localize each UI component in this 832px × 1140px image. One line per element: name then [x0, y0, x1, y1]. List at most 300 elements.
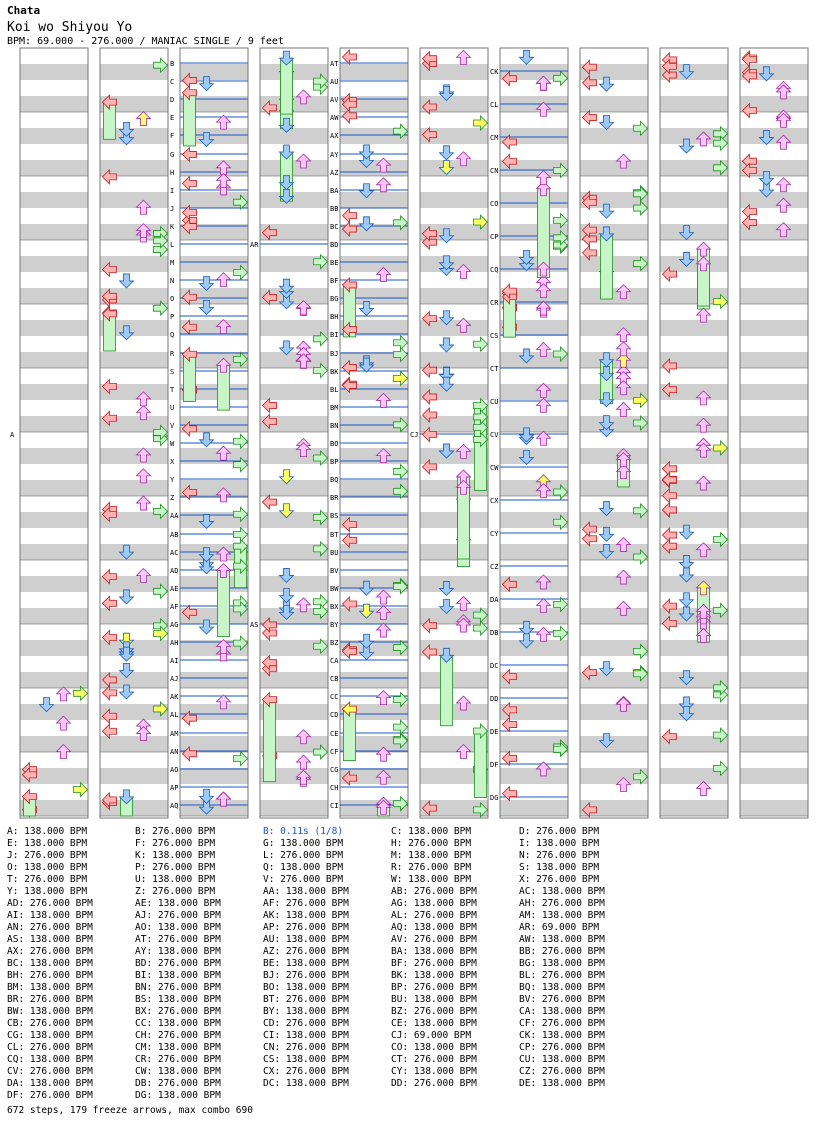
bpm-entry: AL: 276.000 BPM	[391, 910, 477, 921]
bpm-entry: CR: 276.000 BPM	[135, 1054, 221, 1065]
bpm-entry: P: 276.000 BPM	[135, 862, 216, 873]
beat-band	[261, 160, 328, 176]
bpm-entry: T: 276.000 BPM	[7, 874, 88, 885]
bpm-entry: M: 138.000 BPM	[391, 850, 472, 861]
beat-band	[741, 672, 808, 688]
beat-band	[581, 320, 648, 336]
bpm-entry: BU: 138.000 BPM	[391, 994, 477, 1005]
bpm-entry: CM: 138.000 BPM	[135, 1042, 221, 1053]
beat-band	[21, 416, 88, 432]
freeze-arrow-body	[264, 700, 276, 782]
bpm-entry: A: 138.000 BPM	[7, 826, 88, 837]
bpm-marker-label: CJ	[410, 431, 419, 439]
bpm-marker-label: X	[170, 458, 175, 466]
beat-band	[21, 160, 88, 176]
bpm-entry: W: 138.000 BPM	[391, 874, 472, 885]
bpm-marker-label: AJ	[170, 675, 179, 683]
bpm-marker-label: D	[170, 96, 175, 104]
bpm-marker-label: W	[170, 440, 175, 448]
beat-band	[341, 160, 408, 176]
bpm-marker-label: BB	[330, 205, 339, 213]
bpm-marker-label: AI	[170, 657, 179, 665]
bpm-entry: CB: 276.000 BPM	[7, 1018, 93, 1029]
bpm-marker-label: BV	[330, 567, 339, 575]
bpm-entry: DG: 138.000 BPM	[135, 1090, 221, 1101]
bpm-entry: BD: 276.000 BPM	[135, 958, 221, 969]
bpm-entry: AP: 276.000 BPM	[263, 922, 349, 933]
bpm-entry: AZ: 276.000 BPM	[263, 946, 349, 957]
bpm-entry: J: 276.000 BPM	[7, 850, 88, 861]
beat-band	[741, 128, 808, 144]
bpm-marker-label: AG	[170, 621, 179, 629]
bpm-entry: Y: 138.000 BPM	[7, 886, 88, 897]
bpm-entry: L: 276.000 BPM	[263, 850, 344, 861]
bpm-row	[7, 1078, 647, 1090]
chart-column-3	[170, 48, 248, 820]
bpm-entry: E: 138.000 BPM	[7, 838, 88, 849]
bpm-marker-label: AX	[330, 132, 339, 140]
beat-band	[21, 384, 88, 400]
bpm-marker-label: DF	[490, 761, 499, 769]
bpm-marker-label: C	[170, 78, 175, 86]
bpm-entry: DC: 138.000 BPM	[263, 1078, 349, 1089]
chart-column-8	[580, 48, 648, 820]
bpm-entry: Z: 276.000 BPM	[135, 886, 216, 897]
bpm-entry: C: 138.000 BPM	[391, 826, 472, 837]
beat-band	[741, 288, 808, 304]
bpm-entry: X: 276.000 BPM	[519, 874, 600, 885]
bpm-marker-label: T	[170, 386, 175, 394]
bpm-marker-label: A	[10, 431, 15, 439]
bpm-row	[7, 946, 647, 958]
bpm-marker-label: L	[170, 241, 175, 249]
freeze-arrow-body	[441, 655, 453, 725]
bpm-entry: S: 138.000 BPM	[519, 862, 600, 873]
bpm-entry: V: 276.000 BPM	[263, 874, 344, 885]
bpm-marker-label: AP	[170, 784, 179, 792]
beat-band	[661, 224, 728, 240]
beat-band	[741, 704, 808, 720]
bpm-entry: AV: 276.000 BPM	[391, 934, 477, 945]
beat-band	[741, 608, 808, 624]
bpm-entry: AO: 138.000 BPM	[135, 922, 221, 933]
bpm-marker-label: AE	[170, 585, 179, 593]
bpm-entry: BJ: 276.000 BPM	[263, 970, 349, 981]
bpm-marker-label: AM	[170, 730, 179, 738]
beat-band	[501, 256, 568, 272]
bpm-row	[7, 970, 647, 982]
beat-band	[101, 192, 168, 208]
bpm-marker-label: O	[170, 295, 175, 303]
bpm-entry: AG: 138.000 BPM	[391, 898, 477, 909]
beat-band	[341, 608, 408, 624]
beat-band	[661, 256, 728, 272]
chart-column-10	[740, 48, 808, 820]
bpm-entry: AW: 138.000 BPM	[519, 934, 605, 945]
bpm-entry: BW: 138.000 BPM	[7, 1006, 93, 1017]
bpm-marker-label: Q	[170, 331, 175, 339]
bpm-marker-label: AR	[250, 241, 259, 249]
bpm-entry: AN: 276.000 BPM	[7, 922, 93, 933]
beat-band	[661, 192, 728, 208]
bpm-marker-label: V	[170, 422, 175, 430]
beat-band	[741, 352, 808, 368]
bpm-marker-label: CR	[490, 299, 499, 307]
bpm-entry: DA: 138.000 BPM	[7, 1078, 93, 1089]
bpm-entry: B: 276.000 BPM	[135, 826, 216, 837]
bpm-entry: G: 138.000 BPM	[263, 838, 344, 849]
beat-band	[21, 320, 88, 336]
chart-column-1	[10, 48, 88, 820]
bpm-marker-label: BK	[330, 368, 339, 376]
beat-band	[341, 672, 408, 688]
beat-band	[661, 512, 728, 528]
beat-band	[21, 288, 88, 304]
bpm-marker-label: AN	[170, 748, 179, 756]
freeze-arrow-body	[458, 487, 470, 559]
beat-band	[501, 384, 568, 400]
bpm-entry: U: 138.000 BPM	[135, 874, 216, 885]
chart-column-6	[410, 48, 488, 820]
bpm-entry: CN: 276.000 BPM	[263, 1042, 349, 1053]
bpm-entry: O: 138.000 BPM	[7, 862, 88, 873]
bpm-marker-label: N	[170, 277, 175, 285]
beat-band	[21, 96, 88, 112]
bpm-marker-label: AA	[170, 512, 179, 520]
beat-band	[421, 576, 488, 592]
bpm-entry: AJ: 276.000 BPM	[135, 910, 221, 921]
beat-band	[501, 768, 568, 784]
beat-band	[421, 160, 488, 176]
bpm-marker-label: AC	[170, 549, 179, 557]
freeze-arrow-body	[281, 58, 293, 114]
bpm-change-table	[7, 826, 647, 1102]
bpm-marker-label: CW	[490, 464, 499, 472]
bpm-marker-label: CG	[330, 766, 339, 774]
bpm-marker-label: BS	[330, 512, 339, 520]
bpm-marker-label: AU	[330, 78, 339, 86]
bpm-marker-label: DB	[490, 629, 499, 637]
beat-band	[501, 608, 568, 624]
bpm-marker-label: BI	[330, 331, 339, 339]
beat-band	[661, 320, 728, 336]
beat-band	[581, 736, 648, 752]
bpm-entry: DD: 276.000 BPM	[391, 1078, 477, 1089]
bpm-marker-label: U	[170, 404, 175, 412]
beat-band	[581, 160, 648, 176]
bpm-marker-label: BD	[330, 241, 339, 249]
bpm-entry: CU: 138.000 BPM	[519, 1054, 605, 1065]
bpm-entry: BP: 276.000 BPM	[391, 982, 477, 993]
bpm-marker-label: BM	[330, 404, 339, 412]
bpm-entry: BG: 138.000 BPM	[519, 958, 605, 969]
bpm-marker-label: CO	[490, 200, 499, 208]
bpm-marker-label: CX	[490, 497, 499, 505]
beat-band	[741, 256, 808, 272]
bpm-entry: B: 0.11s (1/8)	[263, 826, 344, 837]
bpm-marker-label: BY	[330, 621, 339, 629]
beat-band	[21, 256, 88, 272]
bpm-marker-label: BE	[330, 259, 339, 267]
beat-band	[341, 448, 408, 464]
bpm-entry: CH: 276.000 BPM	[135, 1030, 221, 1041]
bpm-entry: BE: 138.000 BPM	[263, 958, 349, 969]
bpm-row	[7, 898, 647, 910]
bpm-marker-label: BQ	[330, 476, 339, 484]
bpm-marker-label: CV	[490, 431, 499, 439]
beat-band	[501, 416, 568, 432]
beat-band	[421, 256, 488, 272]
bpm-entry: CD: 276.000 BPM	[263, 1018, 349, 1029]
beat-band	[21, 448, 88, 464]
bpm-entry: R: 276.000 BPM	[391, 862, 472, 873]
beat-band	[741, 480, 808, 496]
bpm-entry: BY: 138.000 BPM	[263, 1006, 349, 1017]
beat-band	[741, 416, 808, 432]
bpm-row	[7, 934, 647, 946]
bpm-marker-label: AS	[250, 621, 259, 629]
beat-band	[21, 736, 88, 752]
bpm-marker-label: BF	[330, 277, 339, 285]
beat-band	[741, 736, 808, 752]
chart-column-2	[100, 48, 168, 820]
bpm-marker-label: BU	[330, 549, 339, 557]
bpm-marker-label: CT	[490, 365, 499, 373]
beat-band	[341, 192, 408, 208]
chart-column-4	[250, 48, 328, 820]
bpm-entry: CY: 138.000 BPM	[391, 1066, 477, 1077]
beat-band	[261, 192, 328, 208]
bpm-marker-label: DE	[490, 728, 499, 736]
bpm-entry: CV: 276.000 BPM	[7, 1066, 93, 1077]
beat-band	[501, 192, 568, 208]
beat-band	[21, 512, 88, 528]
bpm-marker-label: AF	[170, 603, 179, 611]
beat-band	[101, 480, 168, 496]
bpm-marker-label: CE	[330, 730, 339, 738]
beat-band	[581, 288, 648, 304]
bpm-row	[7, 994, 647, 1006]
bpm-marker-label: CF	[330, 748, 339, 756]
bpm-marker-label: CB	[330, 675, 339, 683]
bpm-entry: AD: 276.000 BPM	[7, 898, 93, 909]
beat-band	[21, 672, 88, 688]
bpm-marker-label: CS	[490, 332, 499, 340]
bpm-row	[7, 874, 647, 886]
bpm-marker-label: AH	[170, 639, 179, 647]
bpm-entry: CC: 138.000 BPM	[135, 1018, 221, 1029]
bpm-marker-label: BW	[330, 585, 339, 593]
bpm-entry: BL: 276.000 BPM	[519, 970, 605, 981]
bpm-marker-label: DC	[490, 662, 499, 670]
beat-band	[661, 96, 728, 112]
bpm-entry: AX: 276.000 BPM	[7, 946, 93, 957]
bpm-row	[7, 910, 647, 922]
bpm-marker-label: K	[170, 223, 175, 231]
beat-band	[261, 320, 328, 336]
bpm-entry: CF: 276.000 BPM	[519, 1018, 605, 1029]
chart-info: BPM: 69.000 - 276.000 / MANIAC SINGLE / 9 feet	[7, 36, 284, 47]
bpm-row	[7, 850, 647, 862]
bpm-marker-label: AW	[330, 114, 339, 122]
bpm-entry: AE: 138.000 BPM	[135, 898, 221, 909]
beat-band	[21, 640, 88, 656]
beat-band	[21, 224, 88, 240]
bpm-entry: CO: 138.000 BPM	[391, 1042, 477, 1053]
bpm-entry: AC: 138.000 BPM	[519, 886, 605, 897]
beat-band	[21, 544, 88, 560]
bpm-marker-label: CK	[490, 68, 499, 76]
bpm-marker-label: CA	[330, 657, 339, 665]
beat-band	[261, 672, 328, 688]
bpm-marker-label: I	[170, 187, 175, 195]
bpm-entry: BK: 138.000 BPM	[391, 970, 477, 981]
beat-band	[181, 672, 248, 688]
bpm-marker-label: S	[170, 368, 175, 376]
bpm-entry: BR: 276.000 BPM	[7, 994, 93, 1005]
beat-band	[21, 128, 88, 144]
bpm-entry: CJ: 69.000 BPM	[391, 1030, 472, 1041]
bpm-entry: N: 276.000 BPM	[519, 850, 600, 861]
beat-band	[501, 800, 568, 816]
beat-band	[101, 608, 168, 624]
beat-band	[101, 352, 168, 368]
beat-band	[261, 576, 328, 592]
bpm-marker-label: AY	[330, 151, 339, 159]
bpm-entry: BS: 138.000 BPM	[135, 994, 221, 1005]
beat-band	[661, 704, 728, 720]
bpm-marker-label: CQ	[490, 266, 499, 274]
bpm-marker-label: Y	[170, 476, 175, 484]
bpm-entry: AM: 138.000 BPM	[519, 910, 605, 921]
beat-band	[21, 352, 88, 368]
beat-band	[261, 480, 328, 496]
beat-band	[661, 416, 728, 432]
bpm-row	[7, 838, 647, 850]
beat-band	[261, 352, 328, 368]
bpm-row	[7, 1018, 647, 1030]
bpm-entry: BH: 276.000 BPM	[7, 970, 93, 981]
bpm-marker-label: B	[170, 60, 175, 68]
bpm-marker-label: BA	[330, 187, 339, 195]
beat-band	[581, 480, 648, 496]
bpm-marker-label: DD	[490, 695, 499, 703]
bpm-entry: BI: 138.000 BPM	[135, 970, 221, 981]
beat-band	[21, 608, 88, 624]
bpm-marker-label: BR	[330, 494, 339, 502]
bpm-row	[7, 826, 647, 838]
beat-band	[181, 800, 248, 816]
bpm-row	[7, 922, 647, 934]
chart-column-7	[490, 48, 568, 820]
bpm-marker-label: CY	[490, 530, 499, 538]
bpm-entry: AA: 138.000 BPM	[263, 886, 349, 897]
bpm-marker-label: BC	[330, 223, 339, 231]
bpm-entry: CW: 138.000 BPM	[135, 1066, 221, 1077]
beat-band	[101, 768, 168, 784]
bpm-marker-label: P	[170, 313, 175, 321]
bpm-entry: BA: 138.000 BPM	[391, 946, 477, 957]
bpm-marker-label: E	[170, 114, 175, 122]
freeze-arrow-body	[344, 709, 356, 761]
beat-band	[261, 64, 328, 80]
beat-band	[741, 640, 808, 656]
beat-band	[21, 576, 88, 592]
bpm-row	[7, 1054, 647, 1066]
bpm-marker-label: CU	[490, 398, 499, 406]
chart-title: Chata	[7, 4, 41, 17]
bpm-marker-label: BN	[330, 422, 339, 430]
bpm-entry: CG: 138.000 BPM	[7, 1030, 93, 1041]
beat-band	[741, 800, 808, 816]
bpm-marker-label: BG	[330, 295, 339, 303]
beat-band	[341, 64, 408, 80]
bpm-marker-label: BP	[330, 458, 339, 466]
beat-band	[741, 320, 808, 336]
bpm-entry: DE: 138.000 BPM	[519, 1078, 605, 1089]
beat-band	[581, 512, 648, 528]
bpm-marker-label: G	[170, 151, 175, 159]
bpm-marker-label: BT	[330, 531, 339, 539]
bpm-row	[7, 1090, 647, 1102]
freeze-arrow-body	[601, 234, 613, 299]
freeze-arrow-body	[184, 93, 196, 146]
bpm-marker-label: AL	[170, 711, 179, 719]
bpm-entry: BN: 276.000 BPM	[135, 982, 221, 993]
beat-band	[261, 800, 328, 816]
beat-band	[21, 192, 88, 208]
bpm-entry: CT: 276.000 BPM	[391, 1054, 477, 1065]
bpm-entry: CP: 276.000 BPM	[519, 1042, 605, 1053]
chart-column-9	[660, 48, 728, 820]
beat-band	[741, 544, 808, 560]
bpm-marker-label: BH	[330, 313, 339, 321]
beat-band	[581, 608, 648, 624]
beat-band	[421, 352, 488, 368]
bpm-entry: AI: 138.000 BPM	[7, 910, 93, 921]
beat-band	[341, 256, 408, 272]
bpm-row	[7, 886, 647, 898]
bpm-entry: Q: 138.000 BPM	[263, 862, 344, 873]
beat-band	[21, 704, 88, 720]
bpm-marker-label: Z	[170, 494, 175, 502]
beat-band	[581, 352, 648, 368]
beat-band	[421, 192, 488, 208]
freeze-arrow-body	[218, 571, 230, 637]
beat-band	[741, 768, 808, 784]
chart-column-5	[330, 48, 408, 820]
bpm-row	[7, 958, 647, 970]
bpm-entry: AF: 276.000 BPM	[263, 898, 349, 909]
bpm-marker-label: AZ	[330, 169, 339, 177]
beat-band	[421, 672, 488, 688]
step-chart	[0, 46, 832, 820]
bpm-entry: BO: 138.000 BPM	[263, 982, 349, 993]
bpm-entry: K: 138.000 BPM	[135, 850, 216, 861]
bpm-marker-label: BX	[330, 603, 339, 611]
beat-band	[741, 224, 808, 240]
bpm-row	[7, 1066, 647, 1078]
bpm-entry: CI: 138.000 BPM	[263, 1030, 349, 1041]
bpm-entry: AK: 138.000 BPM	[263, 910, 349, 921]
chart-summary: 672 steps, 179 freeze arrows, max combo 690	[7, 1105, 253, 1116]
beat-band	[741, 576, 808, 592]
bpm-marker-label: AK	[170, 693, 179, 701]
beat-band	[181, 768, 248, 784]
beat-band	[101, 736, 168, 752]
bpm-entry: AT: 276.000 BPM	[135, 934, 221, 945]
bpm-entry: BQ: 138.000 BPM	[519, 982, 605, 993]
